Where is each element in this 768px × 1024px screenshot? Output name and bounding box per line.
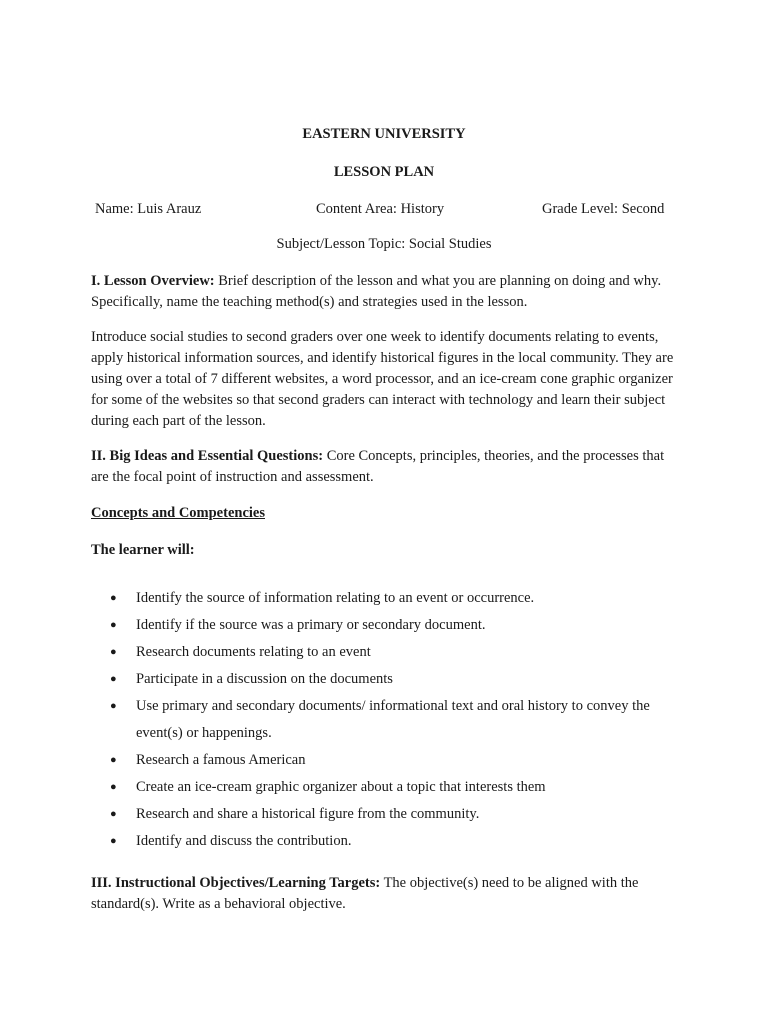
bullet-icon: ● [110, 781, 117, 793]
bullet-icon: ● [110, 835, 117, 847]
bullet-icon: ● [110, 754, 117, 766]
list-item-text: Identify if the source was a primary or secondary document. [136, 617, 486, 633]
list-item-text: Research and share a historical figure from the community. [136, 806, 480, 822]
big-ideas-prompt [91, 446, 681, 488]
list-item [91, 585, 691, 612]
section-heading: I. Lesson Overview: [91, 273, 215, 289]
bullet-icon: ● [110, 592, 117, 604]
content-area: Content Area: History [316, 201, 445, 217]
learner-list [91, 585, 691, 855]
list-item [91, 747, 691, 774]
list-item-text: Create an ice-cream graphic organizer about a topic that interests them [136, 779, 546, 795]
teacher-name: Name: Luis Arauz [95, 201, 202, 217]
list-item [91, 639, 691, 666]
list-item-text: Research documents relating to an event [136, 644, 371, 660]
section-heading: II. Big Ideas and Essential Questions: [91, 448, 324, 464]
lesson-topic: Subject/Lesson Topic: Social Studies [276, 236, 492, 252]
lesson-overview-body: Introduce social studies to second graders over one week to identify documents relating to events, apply historical information sources, and identify historical figures in the local community. They are using over a total of 7 different websites, a word processor, and an ice-cream cone graphic organizer for some of the websites so that second graders can interact with technology and learn their subject during each part of the lesson. [91, 329, 674, 429]
lesson-plan-title: LESSON PLAN [333, 164, 435, 180]
concepts-heading: Concepts and Competencies [91, 505, 265, 521]
bullet-icon: ● [110, 619, 117, 631]
list-item-text: Participate in a discussion on the documents [136, 671, 393, 687]
bullet-icon: ● [110, 646, 117, 658]
section-heading: III. Instructional Objectives/Learning Targets: [91, 875, 381, 891]
list-item [91, 828, 691, 855]
list-item-text: Identify the source of information relating to an event or occurrence. [136, 590, 535, 606]
list-item [91, 801, 691, 828]
bullet-icon: ● [110, 673, 117, 685]
learner-heading: The learner will: [91, 542, 195, 558]
lesson-overview-prompt [91, 271, 681, 313]
section-description: The objective(s) need to be aligned with the standard(s). Write as a behavioral objective. [91, 875, 639, 912]
list-item [91, 612, 691, 639]
section-description: Core Concepts, principles, theories, and the processes that are the focal point of instruction and assessment. [91, 448, 665, 485]
grade-level: Grade Level: Second [542, 201, 665, 217]
list-item [91, 774, 691, 801]
objectives-prompt [91, 873, 681, 915]
info-row [0, 201, 768, 221]
list-item-text: Identify and discuss the contribution. [136, 833, 352, 849]
bullet-icon: ● [110, 700, 117, 712]
list-item-text: Use primary and secondary documents/ informational text and oral history to convey the event(s) or happenings. [136, 698, 650, 741]
list-item [91, 666, 691, 693]
university-title: EASTERN UNIVERSITY [302, 126, 466, 142]
list-item [91, 693, 691, 747]
bullet-icon: ● [110, 808, 117, 820]
list-item-text: Research a famous American [136, 752, 306, 768]
section-description: Brief description of the lesson and what you are planning on doing and why. Specifically, name the teaching method(s) and strategies used in the lesson. [91, 273, 662, 310]
